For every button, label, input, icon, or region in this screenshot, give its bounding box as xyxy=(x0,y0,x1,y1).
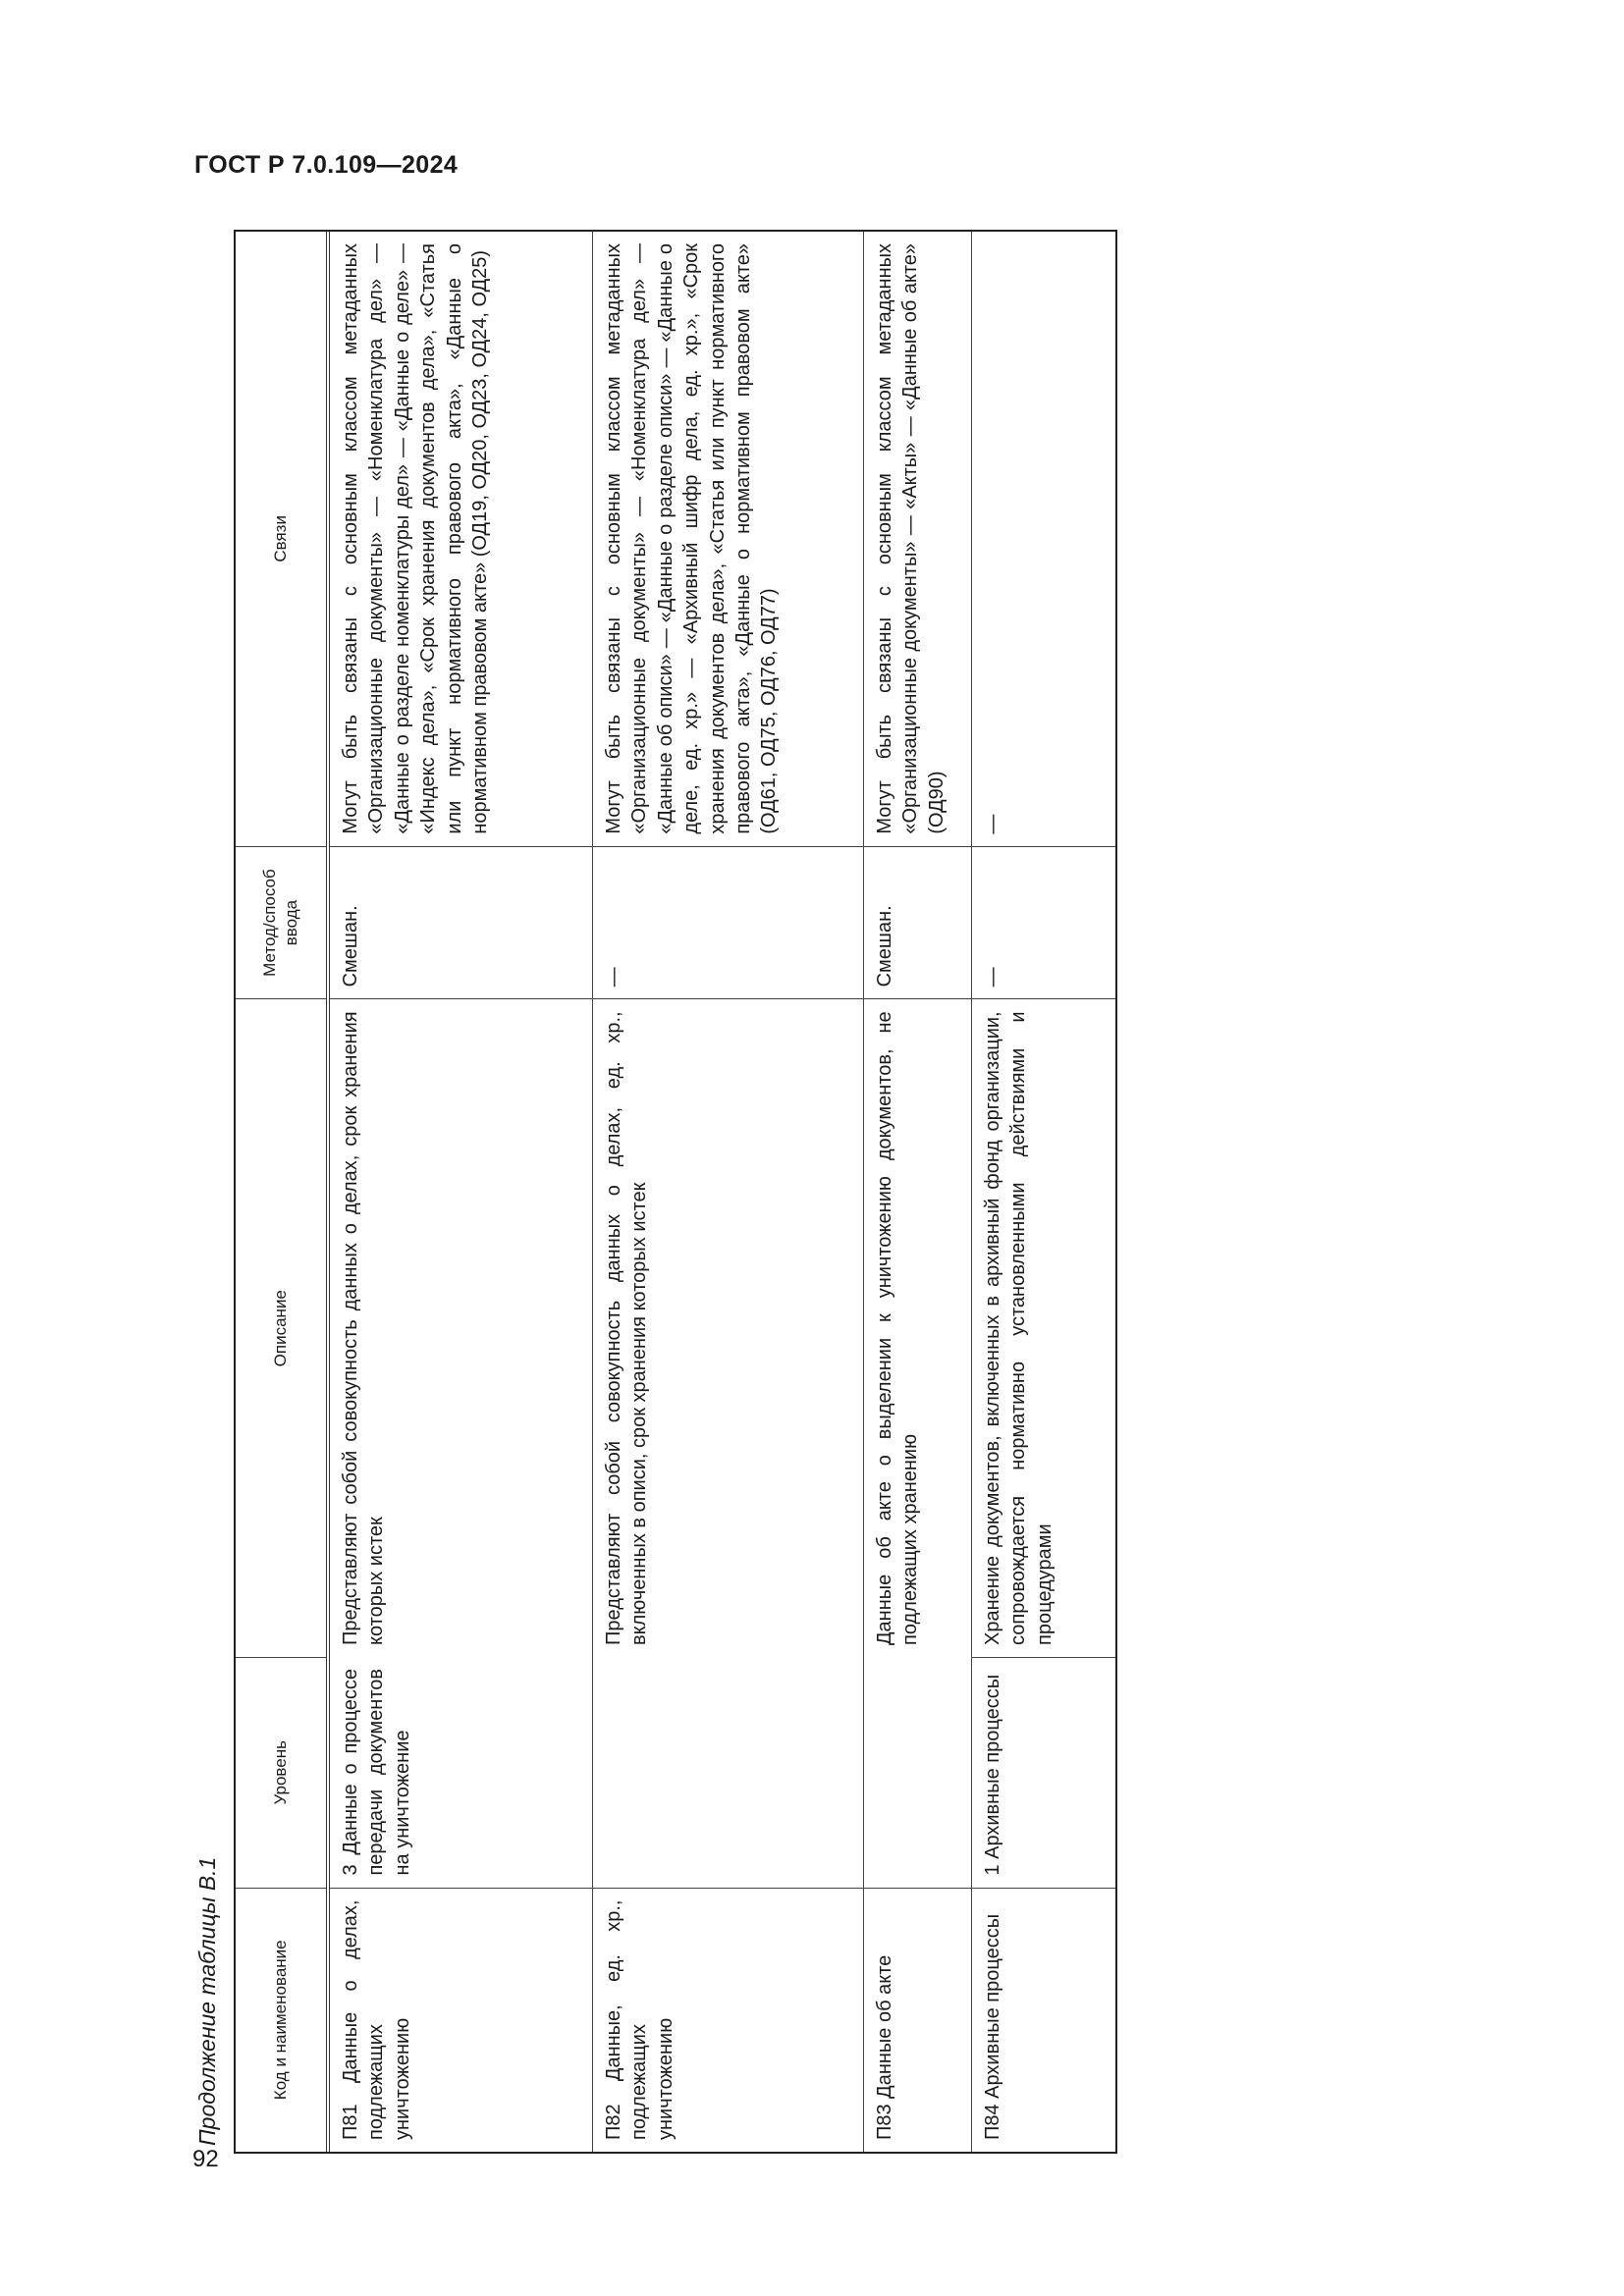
cell-code: П82 Данные, ед. хр., подлежащих уничтожению xyxy=(593,1888,863,2152)
cell-method: — xyxy=(593,846,863,999)
cell-links: Могут быть связаны с основным классом метаданных «Организационные документы» — «Номенклатура дел» — «Данные о разделе номенклатуры дел» — «Данные о деле» — «Индекс дела», «Срок хранения документов дела», «Статья или пункт нормативного правового акта», «Данные о нормативном правовом акте» (ОД19, ОД20, ОД23, ОД24, ОД25) xyxy=(340,242,491,834)
table-caption: Продолжение таблицы В.1 xyxy=(194,1856,220,2146)
header-method: Метод/способ ввода xyxy=(236,846,326,999)
cell-method: — xyxy=(972,846,1115,999)
cell-method: Смешан. xyxy=(864,846,971,999)
table-row xyxy=(593,232,864,2152)
header-links: Связи xyxy=(270,515,290,562)
cell-description: Данные об акте о выделении к уничтожению документов, не подлежащих хранению xyxy=(864,998,971,1657)
table-row xyxy=(972,232,1115,2152)
cell-description: Представляют собой совокупность данных о делах, ед. хр., включенных в описи, срок хранения которых истек xyxy=(593,998,863,1657)
table-body xyxy=(330,232,1115,2152)
header-code: Код и наименование xyxy=(236,1888,326,2152)
cell-method: Смешан. xyxy=(330,846,592,999)
cell-links: — xyxy=(982,814,1003,834)
cell-level xyxy=(593,1657,863,1888)
table-row xyxy=(864,232,972,2152)
page-number: 92 xyxy=(192,2146,219,2172)
cell-code: П81 Данные о делах, подлежащих уничтожению xyxy=(330,1888,592,2152)
cell-level: 3 Данные о процессе передачи документов на уничтожение xyxy=(340,1668,413,1876)
cell-links: Могут быть связаны с основным классом метаданных «Организационные документы» — «Номенклатура дел» — «Данные об описи» — «Данные о разделе описи» — «Данные о деле, ед. хр.» — «Архивный шифр дела, ед. хр.», «Срок хранения документов дела», «Статья или пункт нормативного правового акта», «Данные о нормативном правовом акте» (ОД61, ОД75, ОД76, ОД77) xyxy=(603,242,781,834)
cell-description: Хранение документов, включенных в архивный фонд организации, сопровождается нормативно установленными действиями и процедурами xyxy=(972,998,1115,1657)
cell-level: 1 Архивные процессы xyxy=(972,1657,1115,1888)
header-level: Уровень xyxy=(236,1657,326,1888)
cell-links: Могут быть связаны с основным классом метаданных «Организационные документы» — «Акты» — «Данные об акте» (ОД90) xyxy=(874,242,947,834)
cell-code: П83 Данные об акте xyxy=(864,1888,971,2152)
data-table xyxy=(234,230,1117,2154)
header-description: Описание xyxy=(236,998,326,1657)
standard-header: ГОСТ Р 7.0.109—2024 xyxy=(194,151,459,179)
table-row xyxy=(330,232,593,2152)
table-header-row xyxy=(236,232,330,2152)
cell-description: Представляют собой совокупность данных о делах, срок хранения которых истек xyxy=(330,998,592,1657)
cell-code: П84 Архивные процессы xyxy=(972,1888,1115,2152)
cell-level xyxy=(864,1657,971,1888)
